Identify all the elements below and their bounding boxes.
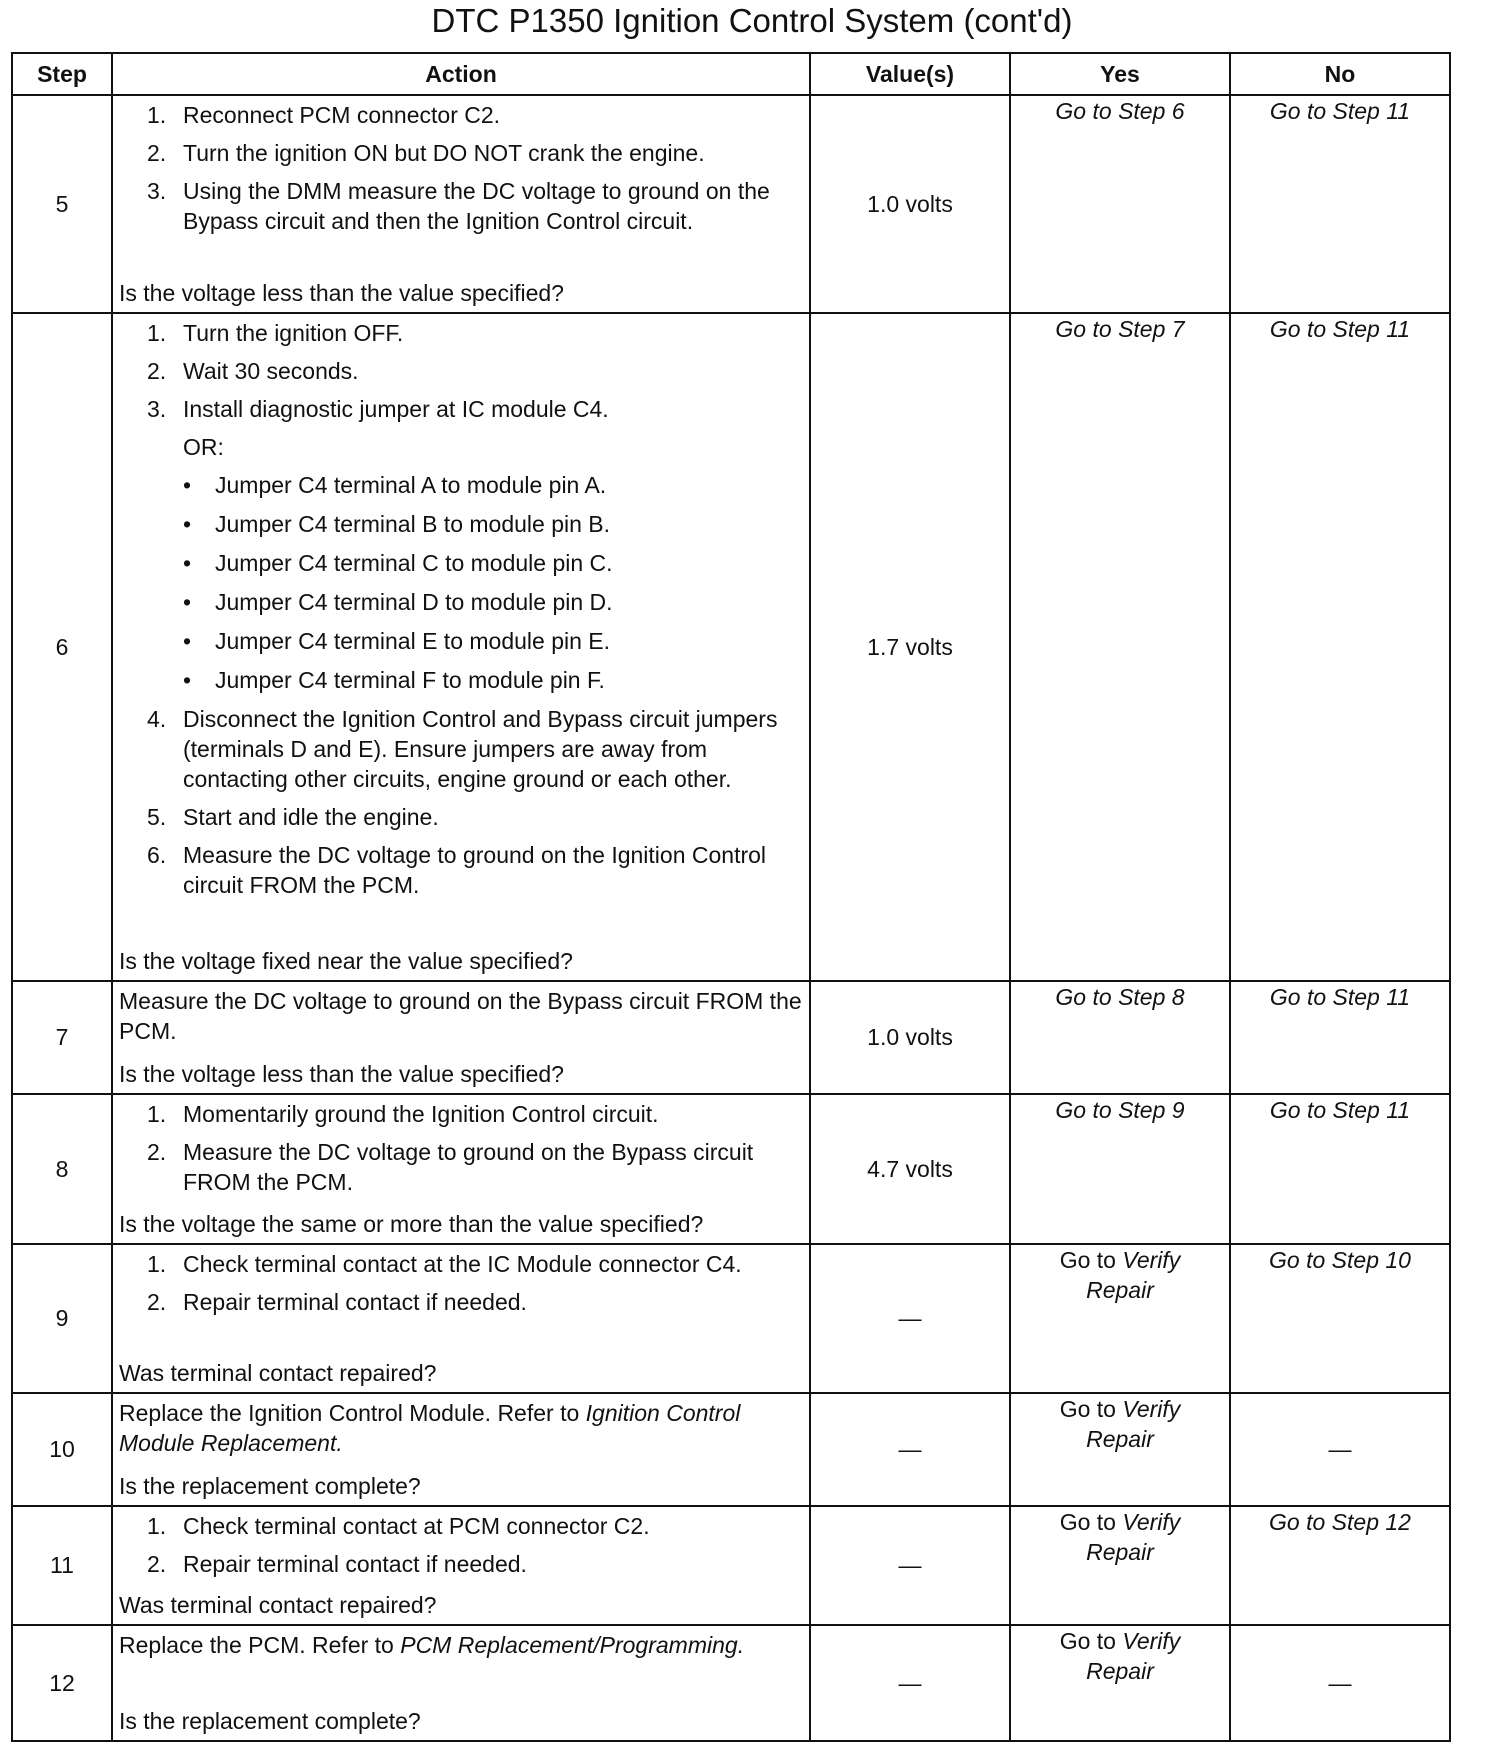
- step-number: 2.: [147, 1289, 167, 1315]
- text-segment: Replace the PCM. Refer to: [119, 1632, 401, 1658]
- text-segment: Wait 30 seconds.: [183, 358, 359, 384]
- step-text: [183, 138, 705, 168]
- text-segment: Measure the DC voltage to ground on the Bypass circuit FROM the PCM.: [119, 988, 802, 1044]
- value-cell: —: [810, 1625, 1010, 1741]
- table-row: [12, 1393, 1450, 1506]
- step-cell: 12: [12, 1625, 112, 1741]
- step-number: 6.: [147, 842, 167, 868]
- text-segment: Go to Step 12: [1269, 1509, 1411, 1535]
- yes-line: [1045, 1245, 1195, 1305]
- action-content: [113, 982, 809, 1093]
- yes-cell: [1010, 1393, 1230, 1506]
- step-number: 5.: [147, 804, 167, 830]
- text-segment: Check terminal contact at the IC Module connector C4.: [183, 1251, 742, 1277]
- text-segment: Go to Step 8: [1055, 984, 1185, 1010]
- no-cell: [1230, 95, 1450, 313]
- header-yes: Yes: [1010, 53, 1230, 95]
- text-segment: Go to: [1059, 1628, 1123, 1654]
- bullet-icon: •: [183, 511, 192, 537]
- no-result: [1231, 1507, 1449, 1541]
- yes-cell: [1010, 1625, 1230, 1741]
- yes-line: [1045, 1394, 1195, 1454]
- question-text: Was terminal contact repaired?: [119, 1360, 437, 1386]
- text-segment: Disconnect the Ignition Control and Bypass circuit jumpers (terminals D and E). Ensure jumpers are away from contacting other circuits, engine ground or each other.: [183, 706, 778, 792]
- no-result: [1231, 314, 1449, 348]
- step-cell: 6: [12, 313, 112, 981]
- text-segment: Go to: [1059, 1509, 1123, 1535]
- text-segment: Repair terminal contact if needed.: [183, 1289, 527, 1315]
- bullet-text: [215, 587, 613, 617]
- action-content: [113, 1507, 809, 1624]
- header-values: Value(s): [810, 53, 1010, 95]
- action-cell: [112, 313, 810, 981]
- yes-cell: [1010, 95, 1230, 313]
- text-segment: Jumper C4 terminal D to module pin D.: [215, 589, 613, 615]
- step-text: [183, 1137, 805, 1197]
- step-text: [183, 100, 500, 130]
- table-row: [12, 1094, 1450, 1244]
- step-number: 3.: [147, 178, 167, 204]
- yes-result: [1011, 1095, 1229, 1129]
- step-number: 2.: [147, 358, 167, 384]
- text-segment: Jumper C4 terminal B to module pin B.: [215, 511, 611, 537]
- table-row: [12, 1625, 1450, 1741]
- text-segment: Jumper C4 terminal E to module pin E.: [215, 628, 611, 654]
- action-content: [113, 1394, 809, 1505]
- text-segment: Install diagnostic jumper at IC module C4.: [183, 396, 609, 422]
- numbered-step: [147, 704, 805, 794]
- action-content: [113, 1245, 809, 1392]
- step-number: 1.: [147, 102, 167, 128]
- no-cell: —: [1230, 1393, 1450, 1506]
- yes-result: [1045, 1394, 1195, 1458]
- step-text: [183, 704, 805, 794]
- text-segment: Go to Step 10: [1269, 1247, 1411, 1273]
- step-text: [183, 1249, 742, 1279]
- or-label: [183, 432, 805, 462]
- step-text: [183, 176, 805, 236]
- header-no: No: [1230, 53, 1450, 95]
- table-row: [12, 1244, 1450, 1393]
- text-segment: Verify Repair: [1086, 1509, 1181, 1565]
- yes-result: [1045, 1507, 1195, 1571]
- numbered-step: [147, 1137, 805, 1197]
- action-content: [113, 314, 809, 980]
- bullet-item: [183, 548, 805, 578]
- text-segment: Measure the DC voltage to ground on the Bypass circuit FROM the PCM.: [183, 1139, 754, 1195]
- text-segment: Verify Repair: [1086, 1247, 1181, 1303]
- table-row: [12, 313, 1450, 981]
- bullet-icon: •: [183, 628, 192, 654]
- numbered-step: [147, 1287, 805, 1317]
- text-segment: Turn the ignition ON but DO NOT crank the engine.: [183, 140, 705, 166]
- question-text: Was terminal contact repaired?: [119, 1592, 437, 1618]
- text-segment: Go to Step 9: [1055, 1097, 1185, 1123]
- numbered-step: [147, 138, 805, 168]
- no-result: [1231, 982, 1449, 1016]
- text-segment: Go to Step 6: [1055, 98, 1185, 124]
- yes-result: [1011, 982, 1229, 1016]
- bullet-text: [215, 665, 605, 695]
- action-cell: [112, 95, 810, 313]
- step-number: 1.: [147, 1101, 167, 1127]
- text-segment: Go to Step 11: [1269, 984, 1411, 1010]
- value-cell: —: [810, 1393, 1010, 1506]
- step-text: [183, 1099, 659, 1129]
- text-segment: Jumper C4 terminal F to module pin F.: [215, 667, 605, 693]
- yes-cell: [1010, 1506, 1230, 1625]
- bullet-item: [183, 509, 805, 539]
- text-segment: Reconnect PCM connector C2.: [183, 102, 501, 128]
- question-text: Is the voltage the same or more than the value specified?: [119, 1211, 704, 1237]
- question-text: Is the replacement complete?: [119, 1708, 421, 1734]
- step-number: 3.: [147, 396, 167, 422]
- numbered-step: [147, 1099, 805, 1129]
- text-segment: Start and idle the engine.: [183, 804, 439, 830]
- value-cell: 1.0 volts: [810, 981, 1010, 1094]
- text-segment: Check terminal contact at PCM connector C2.: [183, 1513, 650, 1539]
- step-text: [183, 1287, 527, 1317]
- no-result: [1231, 96, 1449, 130]
- value-cell: 1.0 volts: [810, 95, 1010, 313]
- text-segment: Measure the DC voltage to ground on the Ignition Control circuit FROM the PCM.: [183, 842, 767, 898]
- no-cell: [1230, 313, 1450, 981]
- question-text: Is the replacement complete?: [119, 1473, 421, 1499]
- no-cell: —: [1230, 1625, 1450, 1741]
- value-cell: —: [810, 1244, 1010, 1393]
- step-cell: 11: [12, 1506, 112, 1625]
- value-cell: —: [810, 1506, 1010, 1625]
- no-cell: [1230, 1506, 1450, 1625]
- text-segment: Go to: [1059, 1247, 1123, 1273]
- yes-result: [1045, 1245, 1195, 1309]
- no-cell: [1230, 1244, 1450, 1393]
- table-row: [12, 1506, 1450, 1625]
- text-segment: Go to Step 7: [1055, 316, 1185, 342]
- text-segment: Go to Step 11: [1269, 1097, 1411, 1123]
- bullet-icon: •: [183, 667, 192, 693]
- question-text: Is the voltage fixed near the value specified?: [119, 948, 573, 974]
- numbered-step: [147, 1249, 805, 1279]
- bullet-item: [183, 587, 805, 617]
- yes-result: [1045, 1626, 1195, 1690]
- step-text: [183, 318, 403, 348]
- numbered-step: [147, 840, 805, 900]
- numbered-step: [147, 176, 805, 236]
- table-row: [12, 95, 1450, 313]
- bullet-text: [215, 470, 606, 500]
- action-cell: [112, 1393, 810, 1506]
- text-segment: Using the DMM measure the DC voltage to ground on the Bypass circuit and then the Ignition Control circuit.: [183, 178, 770, 234]
- bullet-item: [183, 470, 805, 500]
- step-cell: 8: [12, 1094, 112, 1244]
- bullet-item: [183, 626, 805, 656]
- header-action: Action: [112, 53, 810, 95]
- action-content: [113, 1095, 809, 1243]
- no-cell: [1230, 1094, 1450, 1244]
- numbered-step: [147, 394, 805, 424]
- header-row: [12, 53, 1450, 95]
- text-segment: Turn the ignition OFF.: [183, 320, 404, 346]
- action-cell: [112, 1625, 810, 1741]
- yes-cell: [1010, 1094, 1230, 1244]
- text-segment: Verify Repair: [1086, 1396, 1181, 1452]
- action-cell: [112, 1506, 810, 1625]
- no-result: [1231, 1095, 1449, 1129]
- numbered-step: [147, 1511, 805, 1541]
- value-cell: 1.7 volts: [810, 313, 1010, 981]
- yes-line: [1045, 1507, 1195, 1567]
- numbered-step: [147, 100, 805, 130]
- action-cell: [112, 1244, 810, 1393]
- action-content: [113, 96, 809, 312]
- page-title: DTC P1350 Ignition Control System (cont'd): [431, 2, 1073, 39]
- step-text: [183, 356, 359, 386]
- action-text: [119, 1398, 805, 1458]
- numbered-step: [147, 802, 805, 832]
- step-cell: 10: [12, 1393, 112, 1506]
- header-step: Step: [12, 53, 112, 95]
- step-number: 2.: [147, 140, 167, 166]
- yes-cell: [1010, 1244, 1230, 1393]
- text-segment: Repair terminal contact if needed.: [183, 1551, 527, 1577]
- step-number: 2.: [147, 1139, 167, 1165]
- text-segment: Go to Step 11: [1269, 98, 1411, 124]
- text-segment: OR:: [183, 434, 224, 460]
- step-text: [183, 840, 805, 900]
- step-number: 4.: [147, 706, 167, 732]
- bullet-text: [215, 626, 610, 656]
- question-text: Is the voltage less than the value specified?: [119, 1061, 564, 1087]
- numbered-step: [147, 318, 805, 348]
- diagnostic-table: [11, 52, 1451, 1742]
- numbered-step: [147, 1549, 805, 1579]
- text-segment: Jumper C4 terminal C to module pin C.: [215, 550, 613, 576]
- step-number: 1.: [147, 1251, 167, 1277]
- action-content: [113, 1626, 809, 1740]
- step-number: 1.: [147, 1513, 167, 1539]
- step-text: [183, 1549, 527, 1579]
- text-segment: PCM Replacement/Programming.: [400, 1632, 745, 1658]
- bullet-item: [183, 665, 805, 695]
- text-segment: Ignition Control Module Replacement.: [119, 1400, 741, 1456]
- step-cell: 5: [12, 95, 112, 313]
- no-cell: [1230, 981, 1450, 1094]
- no-result: [1231, 1245, 1449, 1279]
- yes-cell: [1010, 981, 1230, 1094]
- text-segment: Momentarily ground the Ignition Control circuit.: [183, 1101, 659, 1127]
- question-text: Is the voltage less than the value specified?: [119, 280, 564, 306]
- text-segment: Go to Step 11: [1269, 316, 1411, 342]
- bullet-text: [215, 548, 613, 578]
- yes-cell: [1010, 313, 1230, 981]
- yes-line: [1045, 1626, 1195, 1686]
- bullet-icon: •: [183, 550, 192, 576]
- text-segment: Replace the Ignition Control Module. Refer to: [119, 1400, 586, 1426]
- action-text: [119, 1630, 805, 1660]
- bullet-icon: •: [183, 472, 192, 498]
- bullet-text: [215, 509, 610, 539]
- step-cell: 7: [12, 981, 112, 1094]
- value-cell: 4.7 volts: [810, 1094, 1010, 1244]
- text-segment: Go to: [1059, 1396, 1123, 1422]
- step-text: [183, 394, 609, 424]
- text-segment: Verify Repair: [1086, 1628, 1181, 1684]
- yes-result: [1011, 314, 1229, 348]
- numbered-step: [147, 356, 805, 386]
- table-row: [12, 981, 1450, 1094]
- text-segment: Jumper C4 terminal A to module pin A.: [215, 472, 607, 498]
- step-text: [183, 802, 439, 832]
- bullet-icon: •: [183, 589, 192, 615]
- step-text: [183, 1511, 650, 1541]
- step-number: 2.: [147, 1551, 167, 1577]
- yes-result: [1011, 96, 1229, 130]
- action-cell: [112, 981, 810, 1094]
- step-number: 1.: [147, 320, 167, 346]
- action-text: [119, 986, 805, 1046]
- step-cell: 9: [12, 1244, 112, 1393]
- action-cell: [112, 1094, 810, 1244]
